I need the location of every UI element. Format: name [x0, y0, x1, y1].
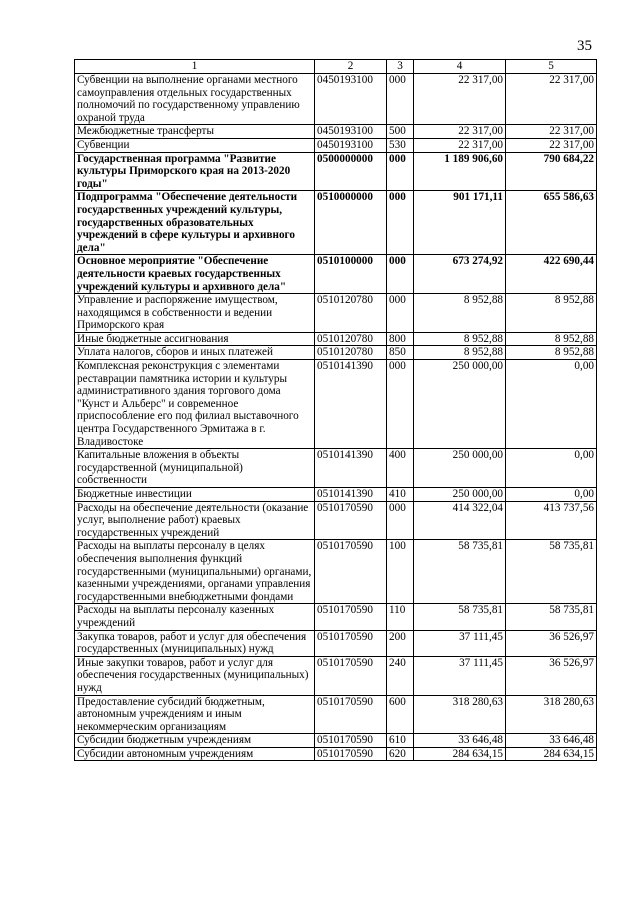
- row-name-cell: Межбюджетные трансферты: [75, 125, 315, 139]
- row-type-cell: 850: [387, 346, 414, 360]
- row-code-cell: 0510170590: [315, 501, 387, 540]
- row-type-cell: 000: [387, 191, 414, 255]
- column-header: 1: [75, 60, 315, 74]
- row-value-1-cell: 8 952,88: [414, 346, 506, 360]
- row-type-cell: 410: [387, 488, 414, 502]
- row-type-cell: 000: [387, 294, 414, 333]
- row-value-2-cell: 22 317,00: [506, 125, 597, 139]
- row-value-2-cell: 36 526,97: [506, 656, 597, 695]
- row-name-cell: Уплата налогов, сборов и иных платежей: [75, 346, 315, 360]
- row-type-cell: 000: [387, 74, 414, 125]
- row-code-cell: 0510170590: [315, 747, 387, 761]
- row-name-cell: Субвенции: [75, 138, 315, 152]
- row-type-cell: 200: [387, 630, 414, 656]
- row-name-cell: Управление и распоряжение имуществом, находящимся в собственности и ведении Приморского края: [75, 294, 315, 333]
- row-type-cell: 100: [387, 540, 414, 604]
- row-code-cell: 0510120780: [315, 332, 387, 346]
- row-name-cell: Субсидии автономным учреждениям: [75, 747, 315, 761]
- row-value-1-cell: 37 111,45: [414, 630, 506, 656]
- row-code-cell: 0510170590: [315, 630, 387, 656]
- row-name-cell: Комплексная реконструкция с элементами реставрации памятника истории и культуры административного здания торгового дома "Кунст и Альберс" и современное приспособление его под филиал выставочного центра Государственного Эрмитажа в г. Владивостоке: [75, 360, 315, 449]
- row-name-cell: Расходы на обеспечение деятельности (оказание услуг, выполнение работ) краевых государственных учреждений: [75, 501, 315, 540]
- row-value-2-cell: 284 634,15: [506, 747, 597, 761]
- row-value-2-cell: 790 684,22: [506, 152, 597, 191]
- row-value-1-cell: 250 000,00: [414, 488, 506, 502]
- column-header: 3: [387, 60, 414, 74]
- table-row: [75, 152, 597, 191]
- table-row: [75, 604, 597, 630]
- table-row: [75, 488, 597, 502]
- table-row: [75, 191, 597, 255]
- table-row: [75, 125, 597, 139]
- row-value-1-cell: 22 317,00: [414, 138, 506, 152]
- column-header: 2: [315, 60, 387, 74]
- row-code-cell: 0510120780: [315, 294, 387, 333]
- row-value-1-cell: 8 952,88: [414, 294, 506, 333]
- table-row: [75, 656, 597, 695]
- row-code-cell: 0510170590: [315, 604, 387, 630]
- row-value-2-cell: 0,00: [506, 360, 597, 449]
- budget-table: [74, 59, 597, 761]
- row-code-cell: 0500000000: [315, 152, 387, 191]
- row-type-cell: 240: [387, 656, 414, 695]
- row-value-2-cell: 413 737,56: [506, 501, 597, 540]
- row-code-cell: 0510100000: [315, 255, 387, 294]
- table-row: [75, 294, 597, 333]
- table-row: [75, 360, 597, 449]
- row-value-1-cell: 37 111,45: [414, 656, 506, 695]
- table-row: [75, 74, 597, 125]
- row-value-2-cell: 36 526,97: [506, 630, 597, 656]
- table-row: [75, 138, 597, 152]
- row-name-cell: Субвенции на выполнение органами местного самоуправления отдельных государственных полномочий по государственному управлению охраной труда: [75, 74, 315, 125]
- row-code-cell: 0450193100: [315, 125, 387, 139]
- table-row: [75, 747, 597, 761]
- row-value-1-cell: 673 274,92: [414, 255, 506, 294]
- row-value-1-cell: 58 735,81: [414, 604, 506, 630]
- table-row: [75, 734, 597, 748]
- row-name-cell: Предоставление субсидий бюджетным, автономным учреждениям и иным некоммерческим организациям: [75, 695, 315, 734]
- table-row: [75, 255, 597, 294]
- row-type-cell: 000: [387, 255, 414, 294]
- row-type-cell: 500: [387, 125, 414, 139]
- row-value-2-cell: 33 646,48: [506, 734, 597, 748]
- column-header: 4: [414, 60, 506, 74]
- row-value-2-cell: 0,00: [506, 488, 597, 502]
- row-name-cell: Бюджетные инвестиции: [75, 488, 315, 502]
- row-value-1-cell: 284 634,15: [414, 747, 506, 761]
- row-value-1-cell: 33 646,48: [414, 734, 506, 748]
- row-name-cell: Иные закупки товаров, работ и услуг для обеспечения государственных (муниципальных) нужд: [75, 656, 315, 695]
- row-type-cell: 610: [387, 734, 414, 748]
- row-code-cell: 0510170590: [315, 734, 387, 748]
- row-code-cell: 0510120780: [315, 346, 387, 360]
- row-value-2-cell: 8 952,88: [506, 294, 597, 333]
- table-header-row: [75, 60, 597, 74]
- table-row: [75, 695, 597, 734]
- row-value-2-cell: 318 280,63: [506, 695, 597, 734]
- row-type-cell: 110: [387, 604, 414, 630]
- row-type-cell: 000: [387, 152, 414, 191]
- table-row: [75, 346, 597, 360]
- row-value-2-cell: 22 317,00: [506, 74, 597, 125]
- row-value-1-cell: 901 171,11: [414, 191, 506, 255]
- row-value-2-cell: 0,00: [506, 449, 597, 488]
- row-type-cell: 000: [387, 501, 414, 540]
- row-value-2-cell: 58 735,81: [506, 604, 597, 630]
- row-value-1-cell: 22 317,00: [414, 125, 506, 139]
- table-row: [75, 630, 597, 656]
- row-value-1-cell: 8 952,88: [414, 332, 506, 346]
- row-type-cell: 400: [387, 449, 414, 488]
- row-type-cell: 620: [387, 747, 414, 761]
- row-value-1-cell: 250 000,00: [414, 449, 506, 488]
- row-value-1-cell: 318 280,63: [414, 695, 506, 734]
- row-code-cell: 0450193100: [315, 74, 387, 125]
- row-code-cell: 0510000000: [315, 191, 387, 255]
- row-name-cell: Расходы на выплаты персоналу казенных учреждений: [75, 604, 315, 630]
- row-value-1-cell: 58 735,81: [414, 540, 506, 604]
- row-code-cell: 0510170590: [315, 540, 387, 604]
- row-code-cell: 0510170590: [315, 656, 387, 695]
- row-type-cell: 000: [387, 360, 414, 449]
- row-name-cell: Субсидии бюджетным учреждениям: [75, 734, 315, 748]
- row-name-cell: Государственная программа "Развитие культуры Приморского края на 2013-2020 годы": [75, 152, 315, 191]
- row-value-2-cell: 655 586,63: [506, 191, 597, 255]
- table-row: [75, 540, 597, 604]
- row-name-cell: Основное мероприятие "Обеспечение деятельности краевых государственных учреждений культуры и архивного дела": [75, 255, 315, 294]
- table-row: [75, 449, 597, 488]
- row-name-cell: Расходы на выплаты персоналу в целях обеспечения выполнения функций государственными (муниципальными) органами, казенными учреждениями, органами управления государственными внебюджетными фондами: [75, 540, 315, 604]
- row-type-cell: 530: [387, 138, 414, 152]
- row-name-cell: Закупка товаров, работ и услуг для обеспечения государственных (муниципальных) нужд: [75, 630, 315, 656]
- row-code-cell: 0510170590: [315, 695, 387, 734]
- row-value-1-cell: 1 189 906,60: [414, 152, 506, 191]
- page-number: 35: [577, 38, 592, 54]
- row-name-cell: Иные бюджетные ассигнования: [75, 332, 315, 346]
- row-value-2-cell: 422 690,44: [506, 255, 597, 294]
- row-type-cell: 800: [387, 332, 414, 346]
- column-header: 5: [506, 60, 597, 74]
- row-value-1-cell: 22 317,00: [414, 74, 506, 125]
- row-code-cell: 0450193100: [315, 138, 387, 152]
- row-type-cell: 600: [387, 695, 414, 734]
- row-value-2-cell: 58 735,81: [506, 540, 597, 604]
- row-value-1-cell: 250 000,00: [414, 360, 506, 449]
- row-value-2-cell: 8 952,88: [506, 332, 597, 346]
- row-code-cell: 0510141390: [315, 488, 387, 502]
- row-name-cell: Подпрограмма "Обеспечение деятельности государственных учреждений культуры, государственных образовательных учреждений в сфере культуры и архивного дела": [75, 191, 315, 255]
- row-code-cell: 0510141390: [315, 360, 387, 449]
- row-value-1-cell: 414 322,04: [414, 501, 506, 540]
- row-value-2-cell: 8 952,88: [506, 346, 597, 360]
- table-row: [75, 332, 597, 346]
- row-value-2-cell: 22 317,00: [506, 138, 597, 152]
- row-name-cell: Капитальные вложения в объекты государственной (муниципальной) собственности: [75, 449, 315, 488]
- table-row: [75, 501, 597, 540]
- row-code-cell: 0510141390: [315, 449, 387, 488]
